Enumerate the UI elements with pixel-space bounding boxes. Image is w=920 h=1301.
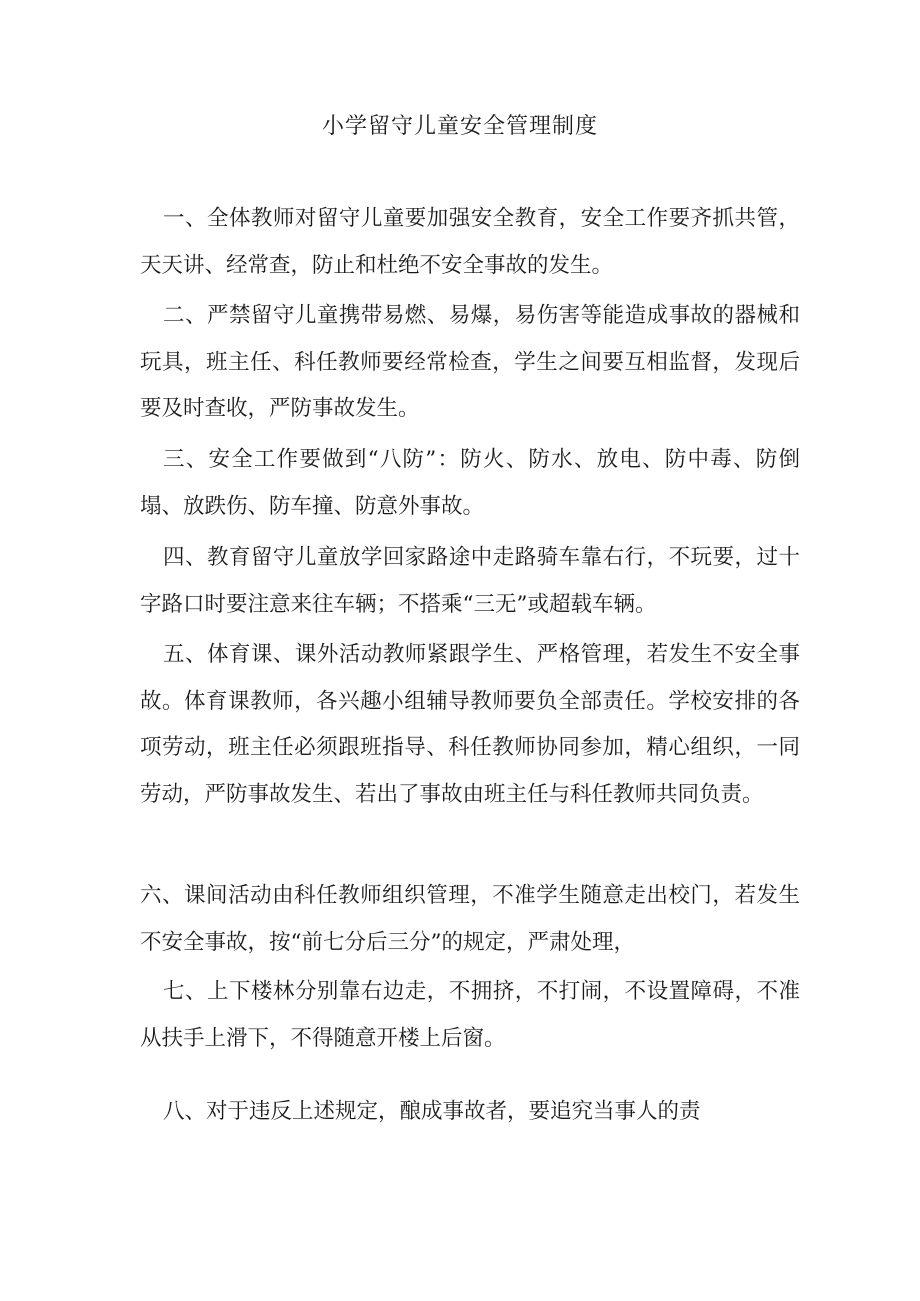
- paragraph-7: 七、上下楼林分别靠右边走，不拥挤，不打闹，不设置障碍，不准从扶手上滑下，不得随意开楼上后窗。: [140, 979, 800, 1051]
- document-title: 小学留守儿童安全管理制度: [321, 114, 598, 139]
- paragraph-4: 四、教育留守儿童放学回家路途中走路骑车靠右行，不玩要，过十字路口时要注意来往车辆；不搭乘“三无”或超载车辆。: [140, 545, 800, 617]
- paragraph-3: 三、安全工作要做到“八防”：防火、防水、放电、防中毒、防倒塌、放跌伤、防车撞、防意外事故。: [140, 447, 800, 519]
- paragraph-8: 八、对于违反上述规定，酿成事故者，要追究当事人的责: [163, 1099, 701, 1124]
- paragraph-5: 五、体育课、课外活动教师紧跟学生、严格管理，若发生不安全事故。体育课教师，各兴趣小组辅导教师要负全部责任。学校安排的各项劳动，班主任必须跟班指导、科任教师协同参加，精心组织，一同劳动，严防事故发生、若出了事故由班主任与科任教师共同负责。: [140, 642, 800, 807]
- paragraph-1: 一、全体教师对留守儿童要加强安全教育，安全工作要齐抓共管，天天讲、经常查，防止和杜绝不安全事故的发生。: [140, 206, 800, 278]
- paragraph-6: 六、课间活动由科任教师组织管理，不准学生随意走出校门，若发生不安全事故，按“前七分后三分”的规定，严肃处理，: [140, 883, 800, 955]
- paragraph-2: 二、严禁留守儿童携带易燃、易爆，易伤害等能造成事故的器械和玩具，班主任、科任教师要经常检查，学生之间要互相监督，发现后要及时查收，严防事故发生。: [140, 303, 800, 421]
